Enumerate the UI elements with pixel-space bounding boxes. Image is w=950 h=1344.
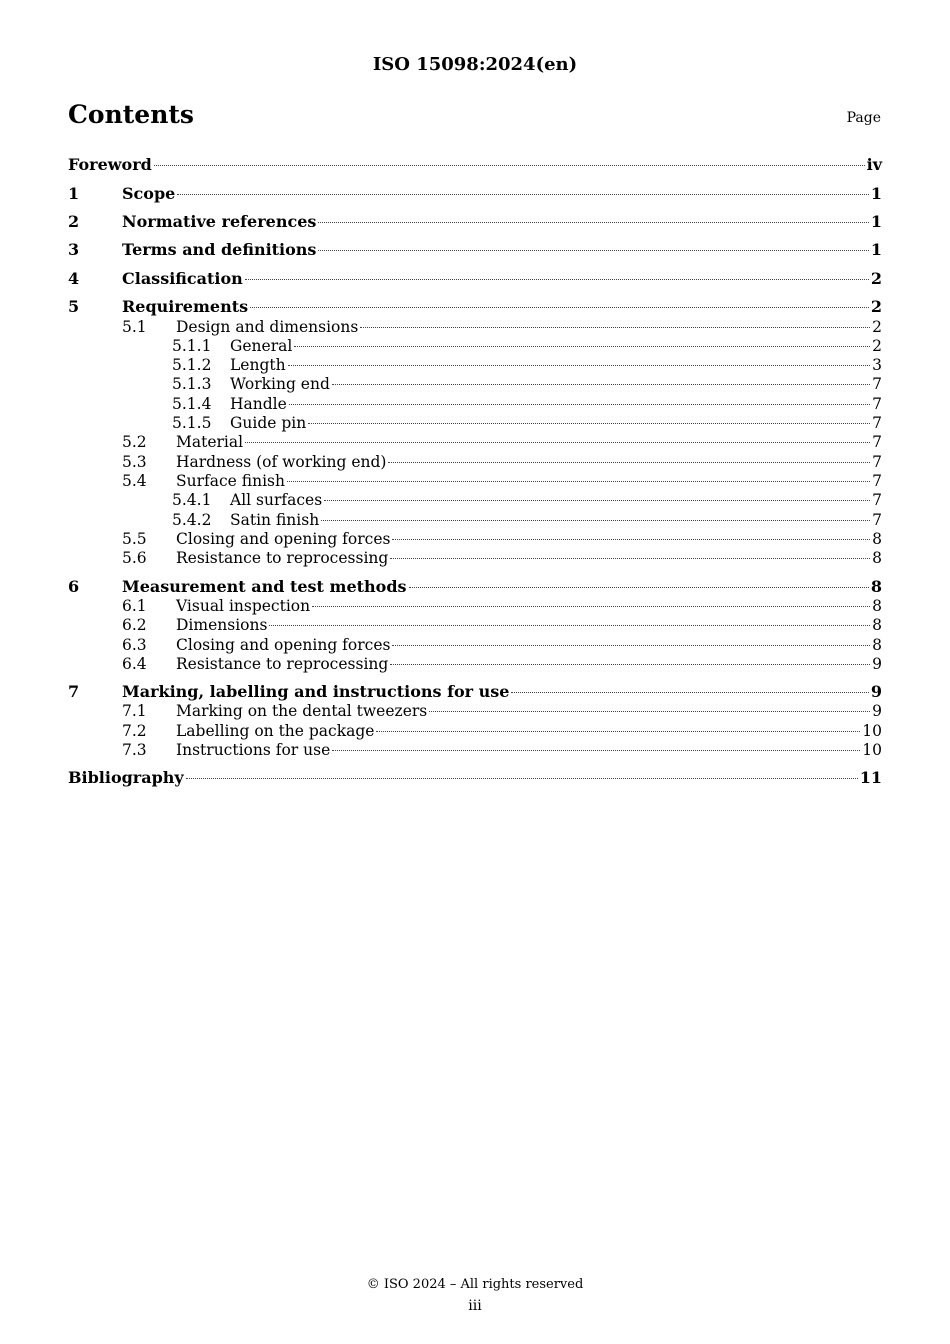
toc-entry-page: 2 bbox=[872, 318, 882, 336]
toc-entry[interactable] bbox=[68, 355, 882, 375]
toc-leader-dots bbox=[177, 194, 869, 195]
toc-entry-label: Guide pin bbox=[230, 414, 307, 432]
toc-entry-page: 1 bbox=[870, 240, 882, 259]
toc-entry-label: Closing and opening forces bbox=[176, 530, 391, 548]
copyright-notice: © ISO 2024 – All rights reserved bbox=[366, 1277, 584, 1292]
toc-entry-label: Dimensions bbox=[176, 616, 268, 634]
toc-entry-number: 5 bbox=[68, 297, 80, 316]
toc-entry-label: Design and dimensions bbox=[176, 318, 359, 336]
toc-leader-dots bbox=[392, 645, 870, 646]
toc-entry-label: Marking on the dental tweezers bbox=[176, 702, 428, 720]
toc-leader-dots bbox=[321, 520, 870, 521]
document-id-header: ISO 15098:2024(en) bbox=[372, 54, 578, 75]
toc-leader-dots bbox=[324, 500, 870, 501]
toc-entry-label: Measurement and test methods bbox=[122, 577, 407, 596]
toc-entry[interactable] bbox=[68, 768, 882, 788]
toc-entry-number: 6.4 bbox=[122, 655, 147, 673]
toc-entry[interactable] bbox=[68, 740, 882, 760]
toc-entry[interactable] bbox=[68, 548, 882, 568]
toc-entry[interactable] bbox=[68, 721, 882, 741]
toc-leader-dots bbox=[390, 558, 870, 559]
toc-entry-page: 9 bbox=[872, 655, 882, 673]
toc-entry-number: 5.1.3 bbox=[172, 375, 212, 393]
toc-entry-number: 6.1 bbox=[122, 597, 147, 615]
toc-entry-page: 9 bbox=[872, 702, 882, 720]
toc-leader-dots bbox=[250, 307, 869, 308]
toc-leader-dots bbox=[511, 692, 868, 693]
toc-entry-page: 1 bbox=[870, 212, 882, 231]
toc-entry-number: 5.3 bbox=[122, 453, 147, 471]
toc-entry-label: Resistance to reprocessing bbox=[176, 655, 389, 673]
toc-entry[interactable] bbox=[68, 432, 882, 452]
toc-entry-number: 5.1.5 bbox=[172, 414, 212, 432]
toc-entry-label: Instructions for use bbox=[176, 741, 331, 759]
toc-entry-number: 5.4 bbox=[122, 472, 147, 490]
toc-leader-dots bbox=[294, 346, 870, 347]
toc-entry-label: Material bbox=[176, 433, 244, 451]
toc-entry-page: 11 bbox=[859, 768, 882, 787]
toc-entry-page: 8 bbox=[872, 616, 882, 634]
toc-entry-page: 1 bbox=[870, 184, 882, 203]
toc-entry-page: 7 bbox=[872, 453, 882, 471]
toc-entry-label: Satin finish bbox=[230, 511, 320, 529]
toc-entry-page: 7 bbox=[872, 395, 882, 413]
toc-entry-page: 7 bbox=[872, 375, 882, 393]
toc-leader-dots bbox=[288, 365, 871, 366]
toc-entry[interactable] bbox=[68, 184, 882, 204]
toc-entry-number: 6.2 bbox=[122, 616, 147, 634]
toc-entry-page: 9 bbox=[870, 682, 882, 701]
toc-leader-dots bbox=[287, 481, 870, 482]
toc-entry-label: Length bbox=[230, 356, 286, 374]
toc-entry-label: Labelling on the package bbox=[176, 722, 375, 740]
toc-entry-number: 1 bbox=[68, 184, 80, 203]
toc-entry-number: 2 bbox=[68, 212, 80, 231]
page-number: iii bbox=[468, 1298, 482, 1314]
toc-entry[interactable] bbox=[68, 240, 882, 260]
page-title: Contents bbox=[68, 100, 195, 129]
toc-entry-page: 8 bbox=[872, 597, 882, 615]
toc-entry-number: 5.1.4 bbox=[172, 395, 212, 413]
toc-entry-page: 7 bbox=[872, 472, 882, 490]
toc-entry-page: 8 bbox=[870, 577, 882, 596]
toc-entry-number: 7.3 bbox=[122, 741, 147, 759]
toc-entry-label: Bibliography bbox=[68, 768, 184, 787]
toc-entry-page: 7 bbox=[872, 491, 882, 509]
toc-entry-page: 8 bbox=[872, 636, 882, 654]
toc-entry-number: 5.1.1 bbox=[172, 337, 212, 355]
toc-leader-dots bbox=[409, 587, 869, 588]
page-column-label: Page bbox=[846, 110, 881, 126]
toc-leader-dots bbox=[269, 625, 870, 626]
toc-leader-dots bbox=[318, 250, 868, 251]
toc-entry-number: 5.1 bbox=[122, 318, 147, 336]
toc-entry[interactable] bbox=[68, 654, 882, 674]
toc-entry-page: 2 bbox=[870, 297, 882, 316]
toc-entry-number: 5.6 bbox=[122, 549, 147, 567]
toc-entry-label: Hardness (of working end) bbox=[176, 453, 387, 471]
toc-leader-dots bbox=[429, 711, 870, 712]
toc-entry-label: Classification bbox=[122, 269, 243, 288]
toc-leader-dots bbox=[245, 442, 870, 443]
toc-leader-dots bbox=[312, 606, 870, 607]
toc-leader-dots bbox=[308, 423, 870, 424]
toc-leader-dots bbox=[390, 664, 870, 665]
toc-entry-number: 5.2 bbox=[122, 433, 147, 451]
toc-leader-dots bbox=[392, 539, 870, 540]
toc-entry-page: 8 bbox=[872, 530, 882, 548]
toc-entry-label: Visual inspection bbox=[176, 597, 311, 615]
toc-entry-label: Marking, labelling and instructions for use bbox=[122, 682, 510, 701]
toc-leader-dots bbox=[332, 750, 860, 751]
toc-entry-label: Surface finish bbox=[176, 472, 285, 490]
toc-leader-dots bbox=[154, 165, 865, 166]
toc-entry-page: iv bbox=[866, 155, 882, 174]
toc-entry[interactable] bbox=[68, 374, 882, 394]
toc-entry-label: Requirements bbox=[122, 297, 249, 316]
toc-entry-label: Foreword bbox=[68, 155, 152, 174]
toc-entry[interactable] bbox=[68, 682, 882, 702]
toc-entry-number: 4 bbox=[68, 269, 80, 288]
toc-entry-page: 10 bbox=[862, 722, 882, 740]
toc-entry-number: 6.3 bbox=[122, 636, 147, 654]
toc-entry[interactable] bbox=[68, 155, 882, 175]
toc-entry-number: 7.2 bbox=[122, 722, 147, 740]
toc-leader-dots bbox=[186, 778, 858, 779]
toc-entry-page: 2 bbox=[870, 269, 882, 288]
toc-entry-page: 10 bbox=[862, 741, 882, 759]
toc-entry-number: 7.1 bbox=[122, 702, 147, 720]
toc-entry-label: Terms and definitions bbox=[122, 240, 317, 259]
toc-entry[interactable] bbox=[68, 336, 882, 356]
toc-entry-label: Resistance to reprocessing bbox=[176, 549, 389, 567]
toc-entry-page: 3 bbox=[872, 356, 882, 374]
toc-entry[interactable] bbox=[68, 212, 882, 232]
toc-entry-number: 7 bbox=[68, 682, 80, 701]
toc-entry-page: 8 bbox=[872, 549, 882, 567]
toc-entry-number: 5.5 bbox=[122, 530, 147, 548]
toc-entry-label: Normative references bbox=[122, 212, 317, 231]
toc-entry[interactable] bbox=[68, 529, 882, 549]
toc-entry[interactable] bbox=[68, 635, 882, 655]
toc-leader-dots bbox=[388, 462, 870, 463]
toc-leader-dots bbox=[318, 222, 868, 223]
toc-entry-number: 3 bbox=[68, 240, 80, 259]
toc-entry-label: Closing and opening forces bbox=[176, 636, 391, 654]
toc-entry-number: 5.1.2 bbox=[172, 356, 212, 374]
toc-entry-page: 7 bbox=[872, 414, 882, 432]
toc-entry[interactable] bbox=[68, 701, 882, 721]
toc-entry[interactable] bbox=[68, 577, 882, 597]
toc-entry[interactable] bbox=[68, 297, 882, 317]
toc-leader-dots bbox=[376, 731, 860, 732]
toc-leader-dots bbox=[332, 384, 870, 385]
toc-entry-label: All surfaces bbox=[230, 491, 323, 509]
toc-entry-label: Working end bbox=[230, 375, 330, 393]
toc-entry[interactable] bbox=[68, 596, 882, 616]
toc-entry-label: Scope bbox=[122, 184, 176, 203]
toc-entry-number: 6 bbox=[68, 577, 80, 596]
toc-entry-number: 5.4.1 bbox=[172, 491, 212, 509]
toc-leader-dots bbox=[360, 327, 870, 328]
toc-entry[interactable] bbox=[68, 510, 882, 530]
toc-entry[interactable] bbox=[68, 269, 882, 289]
toc-entry[interactable] bbox=[68, 471, 882, 491]
toc-entry[interactable] bbox=[68, 452, 882, 472]
toc-entry-number: 5.4.2 bbox=[172, 511, 212, 529]
toc-entry[interactable] bbox=[68, 317, 882, 337]
toc-entry-page: 7 bbox=[872, 511, 882, 529]
toc-entry[interactable] bbox=[68, 490, 882, 510]
toc-leader-dots bbox=[245, 279, 869, 280]
toc-entry-page: 2 bbox=[872, 337, 882, 355]
toc-leader-dots bbox=[289, 404, 870, 405]
toc-entry[interactable] bbox=[68, 615, 882, 635]
toc-entry[interactable] bbox=[68, 413, 882, 433]
toc-entry-page: 7 bbox=[872, 433, 882, 451]
toc-entry[interactable] bbox=[68, 394, 882, 414]
toc-entry-label: General bbox=[230, 337, 293, 355]
toc-entry-label: Handle bbox=[230, 395, 287, 413]
